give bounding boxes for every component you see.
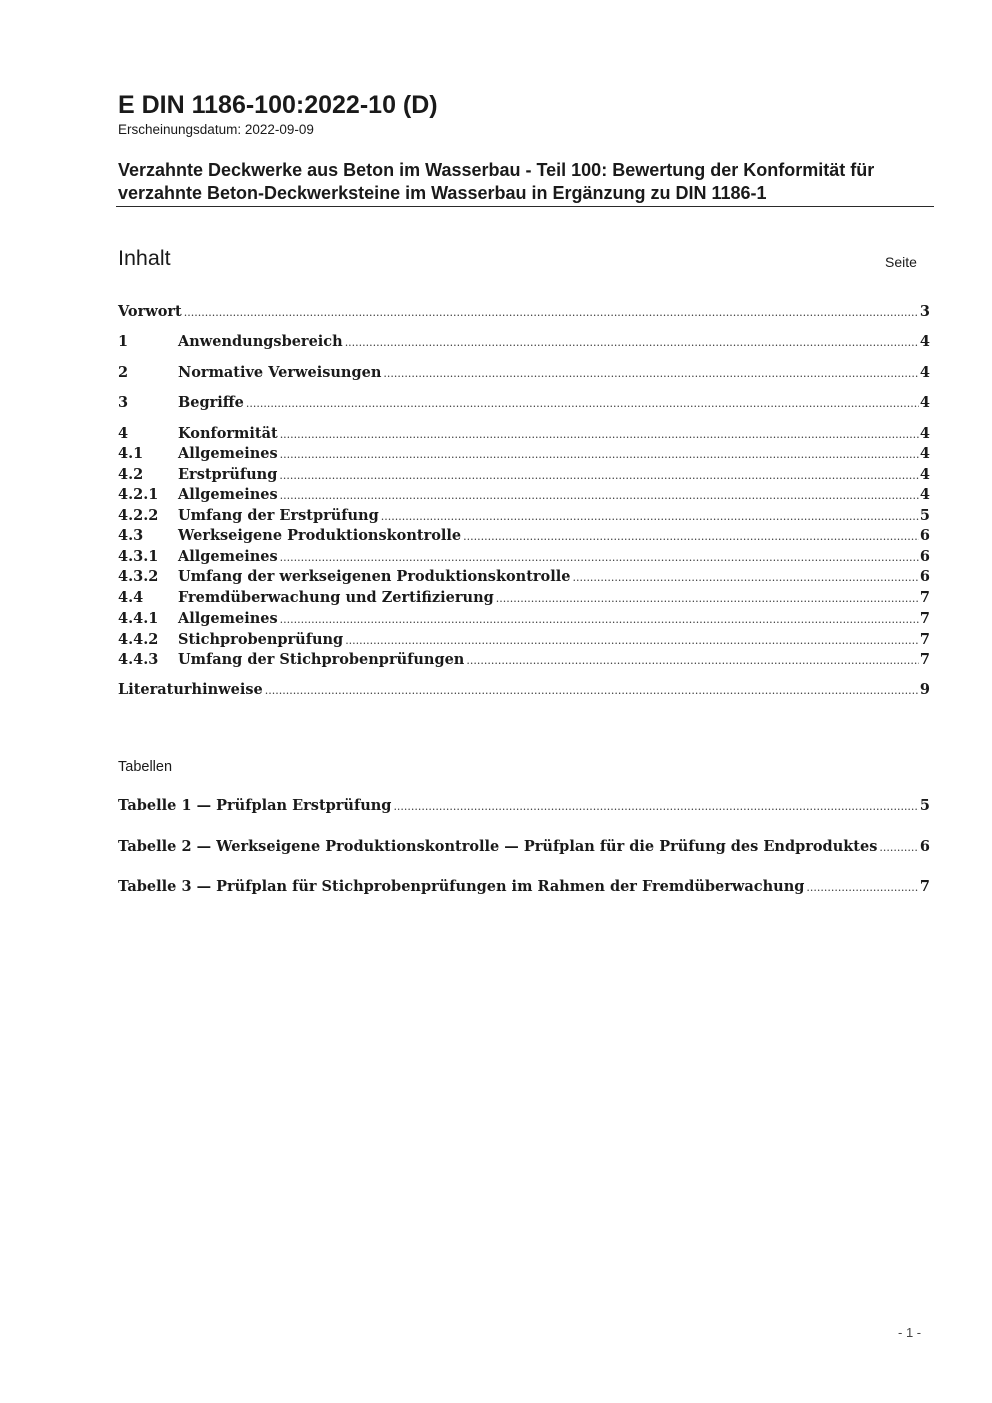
toc-entry-4-4[interactable] bbox=[118, 588, 930, 609]
table-leader bbox=[806, 877, 919, 898]
toc-entry-page: 4 bbox=[919, 486, 930, 503]
table-entry-2[interactable] bbox=[118, 837, 930, 858]
toc-entry-page: 9 bbox=[919, 681, 930, 698]
toc-entry-page: 5 bbox=[919, 507, 930, 524]
toc-entry-literaturhinweise[interactable] bbox=[118, 680, 930, 701]
toc-entry-page: 7 bbox=[919, 631, 930, 648]
table-entry-page: 5 bbox=[919, 797, 930, 814]
tables-heading: Tabellen bbox=[118, 759, 173, 775]
toc-entry-4-4-2[interactable] bbox=[118, 630, 930, 651]
table-entry-page: 6 bbox=[919, 838, 930, 855]
toc-entry-page: 6 bbox=[919, 527, 930, 544]
publication-date: Erscheinungsdatum: 2022-09-09 bbox=[118, 122, 314, 137]
toc-entry-1[interactable] bbox=[118, 332, 930, 353]
toc-leader bbox=[466, 650, 919, 671]
toc-leader bbox=[265, 680, 919, 701]
toc-leader bbox=[381, 506, 919, 527]
toc-entry-number: 4.4.1 bbox=[118, 610, 159, 627]
toc-leader bbox=[572, 567, 918, 588]
toc-entry-label: Umfang der werkseigenen Produktionskontrolle bbox=[178, 568, 571, 585]
toc-entry-4-2-2[interactable] bbox=[118, 506, 930, 527]
table-leader bbox=[879, 837, 919, 858]
toc-entry-vorwort[interactable] bbox=[118, 302, 930, 323]
toc-entry-4-1[interactable] bbox=[118, 444, 930, 465]
toc-entry-page: 4 bbox=[919, 466, 930, 483]
toc-entry-label: Umfang der Stichprobenprüfungen bbox=[178, 651, 465, 668]
toc-entry-label: Vorwort bbox=[118, 303, 182, 320]
table-leader bbox=[393, 796, 918, 817]
toc-entry-4-3-1[interactable] bbox=[118, 547, 930, 568]
toc-entry-label: Erstprüfung bbox=[178, 466, 278, 483]
toc-entry-label: Begriffe bbox=[178, 394, 244, 411]
toc-entry-label: Stichprobenprüfung bbox=[178, 631, 344, 648]
toc-entry-label: Konformität bbox=[178, 425, 278, 442]
toc-entry-4-3[interactable] bbox=[118, 526, 930, 547]
toc-entry-page: 7 bbox=[919, 651, 930, 668]
toc-entry-4-4-1[interactable] bbox=[118, 609, 930, 630]
toc-leader bbox=[345, 332, 919, 353]
toc-entry-number: 4.2 bbox=[118, 466, 144, 483]
toc-entry-label: Umfang der Erstprüfung bbox=[178, 507, 379, 524]
toc-entry-page: 7 bbox=[919, 589, 930, 606]
title-divider bbox=[116, 206, 934, 207]
toc-entry-page: 3 bbox=[919, 303, 930, 320]
toc-leader bbox=[280, 609, 919, 630]
toc-leader bbox=[496, 588, 919, 609]
toc-entry-page: 4 bbox=[919, 445, 930, 462]
toc-entry-label: Normative Verweisungen bbox=[178, 364, 382, 381]
toc-entry-number: 4.1 bbox=[118, 445, 144, 462]
toc-leader bbox=[280, 424, 919, 445]
table-entry-label: Tabelle 1 — Prüfplan Erstprüfung bbox=[118, 797, 392, 814]
toc-entry-number: 4.2.1 bbox=[118, 486, 159, 503]
toc-entry-number: 4.4.3 bbox=[118, 651, 159, 668]
toc-entry-4-3-2[interactable] bbox=[118, 567, 930, 588]
toc-page-column-label: Seite bbox=[885, 254, 917, 270]
toc-entry-number: 4.3.2 bbox=[118, 568, 159, 585]
page-number: - 1 - bbox=[898, 1325, 922, 1340]
document-code: E DIN 1186-100:2022-10 (D) bbox=[118, 91, 438, 119]
toc-entry-number: 4.3 bbox=[118, 527, 144, 544]
toc-heading: Inhalt bbox=[118, 246, 171, 270]
toc-entry-4-2-1[interactable] bbox=[118, 485, 930, 506]
toc-leader bbox=[246, 393, 919, 414]
toc-entry-label: Allgemeines bbox=[178, 445, 278, 462]
toc-leader bbox=[383, 363, 919, 384]
toc-entry-label: Fremdüberwachung und Zertifizierung bbox=[178, 589, 494, 606]
toc-entry-label: Allgemeines bbox=[178, 610, 278, 627]
toc-entry-4[interactable] bbox=[118, 424, 930, 445]
toc-leader bbox=[345, 630, 919, 651]
toc-entry-2[interactable] bbox=[118, 363, 930, 384]
toc-entry-number: 2 bbox=[118, 364, 129, 381]
toc-entry-number: 4 bbox=[118, 425, 129, 442]
toc-entry-number: 1 bbox=[118, 333, 129, 350]
table-entry-label: Tabelle 2 — Werkseigene Produktionskontrolle — Prüfplan für die Prüfung des Endproduktes bbox=[118, 838, 878, 855]
toc-entry-number: 3 bbox=[118, 394, 129, 411]
toc-entry-page: 4 bbox=[919, 425, 930, 442]
toc-leader bbox=[280, 485, 919, 506]
toc-entry-page: 4 bbox=[919, 364, 930, 381]
toc-entry-label: Werkseigene Produktionskontrolle bbox=[178, 527, 462, 544]
toc-entry-label: Allgemeines bbox=[178, 548, 278, 565]
toc-entry-page: 6 bbox=[919, 568, 930, 585]
toc-entry-page: 4 bbox=[919, 333, 930, 350]
toc-entry-number: 4.4 bbox=[118, 589, 144, 606]
table-entry-page: 7 bbox=[919, 878, 930, 895]
toc-entry-3[interactable] bbox=[118, 393, 930, 414]
toc-leader bbox=[463, 526, 919, 547]
toc-entry-page: 7 bbox=[919, 610, 930, 627]
toc-entry-4-2[interactable] bbox=[118, 465, 930, 486]
table-entry-3[interactable] bbox=[118, 877, 930, 898]
toc-entry-number: 4.3.1 bbox=[118, 548, 159, 565]
toc-entry-label: Anwendungsbereich bbox=[178, 333, 343, 350]
toc-entry-page: 6 bbox=[919, 548, 930, 565]
toc-entry-page: 4 bbox=[919, 394, 930, 411]
toc-entry-label: Allgemeines bbox=[178, 486, 278, 503]
document-title: Verzahnte Deckwerke aus Beton im Wasserbau - Teil 100: Bewertung der Konformität für verzahnte Beton-Deckwerksteine im Wasserbau in Ergänzung zu DIN 1186-1 bbox=[118, 160, 875, 203]
toc-leader bbox=[279, 465, 919, 486]
toc-leader bbox=[280, 444, 919, 465]
toc-leader bbox=[280, 547, 919, 568]
table-entry-1[interactable] bbox=[118, 796, 930, 817]
table-entry-label: Tabelle 3 — Prüfplan für Stichprobenprüfungen im Rahmen der Fremdüberwachung bbox=[118, 878, 805, 895]
toc-entry-number: 4.2.2 bbox=[118, 507, 159, 524]
toc-leader bbox=[184, 302, 919, 323]
toc-entry-label: Literaturhinweise bbox=[118, 681, 263, 698]
toc-entry-4-4-3[interactable] bbox=[118, 650, 930, 671]
toc-entry-number: 4.4.2 bbox=[118, 631, 159, 648]
